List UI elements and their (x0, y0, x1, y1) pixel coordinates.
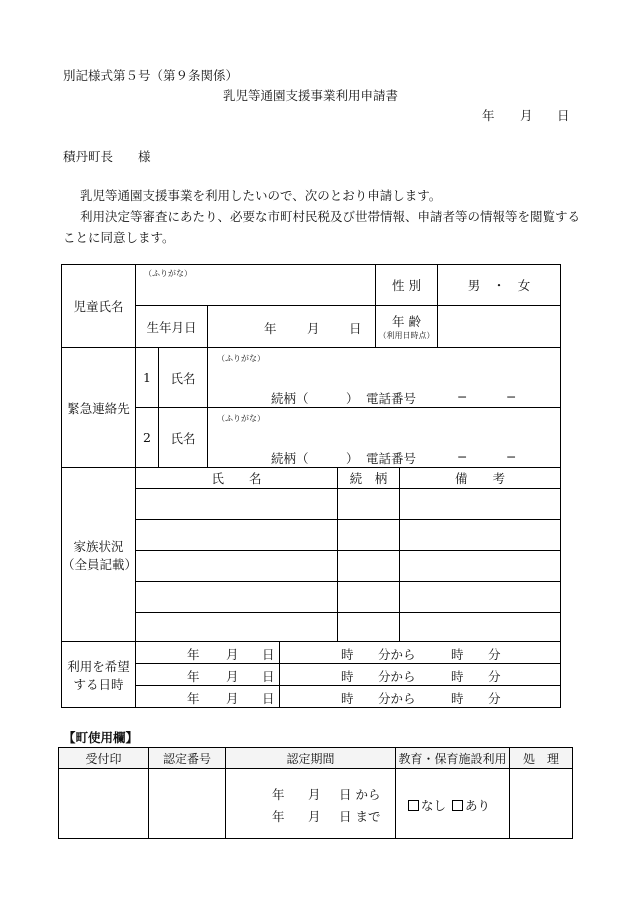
family-label: 家族状況 (73, 538, 124, 554)
office-header-receipt: 受付印 (59, 748, 149, 769)
usage-date-3[interactable] (136, 686, 280, 708)
contact-1-phone-label: 電話番号 (366, 391, 417, 406)
date-month: 月 (520, 108, 533, 123)
family-label-cell (62, 468, 136, 642)
period-cell[interactable] (226, 769, 396, 839)
family-note: （全員記載） (62, 556, 138, 572)
period-to-year: 年 (272, 809, 285, 824)
receipt-stamp-cell[interactable] (59, 769, 149, 839)
family-remarks-cell[interactable] (400, 551, 561, 582)
usage-year: 年 (187, 647, 200, 662)
emergency-label: 緊急連絡先 (62, 348, 136, 468)
usage-minute-from: 分から (378, 691, 416, 706)
office-header-processing: 処 理 (510, 748, 573, 769)
form-number: 別記様式第５号（第９条関係） (63, 68, 239, 83)
table-row (62, 520, 561, 551)
birthdate-label: 生年月日 (136, 306, 208, 348)
family-name-cell[interactable] (136, 551, 338, 582)
date-year: 年 (482, 108, 495, 123)
usage-label-2: する日時 (73, 676, 124, 692)
child-table (61, 264, 561, 348)
office-header-cert-no: 認定番号 (149, 748, 226, 769)
child-furigana: （ふりがな） (144, 269, 192, 278)
family-name-cell[interactable] (136, 582, 338, 613)
table-row (62, 613, 561, 642)
contact-2-name-label: 氏名 (159, 408, 208, 468)
age-label: 年 齢 (392, 314, 421, 329)
family-header-relation: 続 柄 (338, 468, 400, 489)
office-heading: 【町使用欄】 (63, 730, 139, 745)
body-text-2: 利用決定等審査にあたり、必要な市町村民税及び世帯情報、申請者等の情報等を閲覧する (80, 209, 581, 224)
contact-2-dash-2: − (506, 449, 517, 464)
table-row (62, 582, 561, 613)
usage-date-1[interactable] (136, 642, 280, 664)
processing-cell[interactable] (510, 769, 573, 839)
contact-1-relation: 続柄（ ） (271, 391, 359, 406)
age-label-cell (376, 306, 438, 348)
usage-minute-from: 分から (378, 647, 416, 662)
contact-2-relation: 続柄（ ） (271, 451, 359, 466)
birthdate-month: 月 (307, 321, 320, 336)
family-name-cell[interactable] (136, 520, 338, 551)
child-name-field[interactable] (136, 265, 376, 306)
usage-minute-from: 分から (378, 669, 416, 684)
birthdate-day: 日 (349, 321, 362, 336)
period-to-day: 日 まで (339, 809, 381, 824)
age-field[interactable] (438, 306, 561, 348)
usage-minute-to: 分 (488, 691, 501, 706)
age-note: （利用日時点） (378, 331, 435, 340)
family-relation-cell[interactable] (338, 489, 400, 520)
facility-none-option[interactable] (408, 796, 446, 814)
usage-day: 日 (262, 647, 275, 662)
body-text-1: 乳児等通園支援事業を利用したいので、次のとおり申請します。 (80, 188, 442, 203)
usage-date-2[interactable] (136, 664, 280, 686)
period-to-month: 月 (308, 809, 321, 824)
family-remarks-cell[interactable] (400, 582, 561, 613)
honorific: 様 (138, 149, 151, 164)
family-header-remarks: 備 考 (400, 468, 561, 489)
contact-2-phone-label: 電話番号 (366, 451, 417, 466)
emergency-table (61, 347, 561, 468)
usage-hour-from: 時 (341, 647, 354, 662)
birthdate-year: 年 (264, 321, 277, 336)
family-relation-cell[interactable] (338, 520, 400, 551)
child-name-label: 児童氏名 (62, 265, 136, 348)
facility-yes-option[interactable] (452, 796, 490, 814)
contact-1-no: 1 (136, 348, 159, 408)
family-remarks-cell[interactable] (400, 520, 561, 551)
usage-time-3[interactable] (280, 686, 561, 708)
usage-month: 月 (226, 691, 239, 706)
contact-1-dash-1: − (457, 389, 468, 404)
facility-yes-label: あり (465, 798, 491, 813)
office-table (58, 747, 573, 839)
usage-hour-from: 時 (341, 691, 354, 706)
family-header-name: 氏 名 (136, 468, 338, 489)
contact-2-furigana: （ふりがな） (217, 414, 265, 423)
usage-hour-from: 時 (341, 669, 354, 684)
page-title: 乳児等通園支援事業利用申請書 (223, 88, 399, 103)
usage-time-1[interactable] (280, 642, 561, 664)
table-row (62, 489, 561, 520)
checkbox-icon[interactable] (452, 800, 463, 811)
family-name-cell[interactable] (136, 613, 338, 642)
date-day: 日 (557, 108, 570, 123)
contact-2-dash-1: − (457, 449, 468, 464)
usage-year: 年 (187, 691, 200, 706)
office-header-facility: 教育・保育施設利用 (396, 748, 510, 769)
usage-hour-to: 時 (451, 647, 464, 662)
period-from-year: 年 (272, 787, 285, 802)
family-relation-cell[interactable] (338, 582, 400, 613)
usage-month: 月 (226, 647, 239, 662)
cert-no-cell[interactable] (149, 769, 226, 839)
usage-time-2[interactable] (280, 664, 561, 686)
checkbox-icon[interactable] (408, 800, 419, 811)
facility-none-label: なし (421, 798, 447, 813)
family-relation-cell[interactable] (338, 551, 400, 582)
contact-1-furigana: （ふりがな） (217, 354, 265, 363)
usage-minute-to: 分 (488, 647, 501, 662)
family-relation-cell[interactable] (338, 613, 400, 642)
office-header-period: 認定期間 (226, 748, 396, 769)
table-row (62, 551, 561, 582)
usage-month: 月 (226, 669, 239, 684)
gender-options[interactable]: 男 ・ 女 (438, 265, 561, 306)
birthdate-field[interactable] (208, 306, 376, 348)
family-table (61, 467, 561, 642)
facility-cell (396, 769, 510, 839)
usage-day: 日 (262, 691, 275, 706)
contact-2-no: 2 (136, 408, 159, 468)
usage-day: 日 (262, 669, 275, 684)
contact-2-field[interactable] (208, 408, 561, 468)
usage-minute-to: 分 (488, 669, 501, 684)
usage-year: 年 (187, 669, 200, 684)
contact-1-dash-2: − (506, 389, 517, 404)
family-remarks-cell[interactable] (400, 613, 561, 642)
usage-hour-to: 時 (451, 691, 464, 706)
period-from-month: 月 (308, 787, 321, 802)
usage-hour-to: 時 (451, 669, 464, 684)
gender-label: 性 別 (376, 265, 438, 306)
body-text-3: ことに同意します。 (63, 230, 175, 245)
usage-label-cell (62, 642, 136, 708)
usage-label-1: 利用を希望 (67, 658, 130, 674)
usage-table (61, 641, 561, 708)
contact-1-field[interactable] (208, 348, 561, 408)
contact-1-name-label: 氏名 (159, 348, 208, 408)
family-remarks-cell[interactable] (400, 489, 561, 520)
family-name-cell[interactable] (136, 489, 338, 520)
addressee: 積丹町長 (63, 149, 114, 164)
period-from-day: 日 から (339, 787, 381, 802)
